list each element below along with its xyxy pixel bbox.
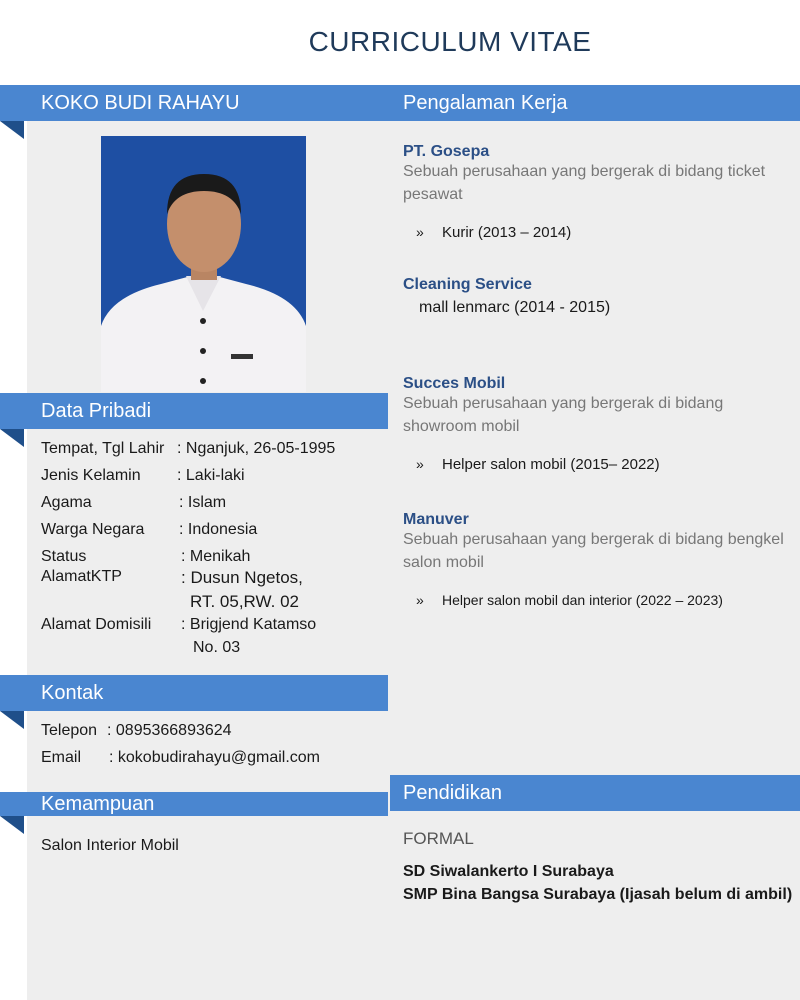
role-text: Helper salon mobil (2015– 2022) [442,456,660,473]
chevron-double-right-icon: » [416,456,424,472]
skills-banner [0,792,388,816]
role-item [416,456,660,473]
value-address-domicile: : Brigjend Katamso [181,616,317,633]
label-email: Email [41,749,82,766]
banner-fold [0,121,24,139]
value-citizenship: : Indonesia [179,521,258,538]
skill-item: Salon Interior Mobil [41,837,179,854]
education-heading: Pendidikan [403,782,502,804]
banner-fold [0,711,24,729]
personal-heading: Data Pribadi [41,400,152,422]
chevron-double-right-icon: » [416,592,424,608]
chevron-double-right-icon: » [416,224,424,240]
contact-heading: Kontak [41,682,104,704]
role-item [416,224,571,241]
company-name: Cleaning Service [403,276,532,293]
value-birth: : Nganjuk, 26-05-1995 [177,440,336,457]
school-item: SMP Bina Bangsa Surabaya (Ijasah belum di ambil) [403,886,793,903]
candidate-name: KOKO BUDI RAHAYU [41,92,240,114]
label-religion: Agama [41,494,92,511]
value-address-ktp-2: RT. 05,RW. 02 [190,592,299,611]
banner-fold [0,816,24,834]
value-email: : kokobudirahayu@gmail.com [109,749,321,766]
company-desc: Sebuah perusahaan yang bergerak di bidang ticket pesawat [403,163,766,203]
label-address-ktp: AlamatKTP [41,568,122,585]
value-phone: : 0895366893624 [107,722,232,739]
role-item [416,592,723,608]
contact-banner [0,675,388,711]
experience-banner [390,85,800,121]
page-title: CURRICULUM VITAE [308,26,592,57]
company-name: Succes Mobil [403,375,506,392]
label-phone: Telepon [41,722,98,739]
label-gender: Jenis Kelamin [41,467,141,484]
role-text: mall lenmarc (2014 - 2015) [419,299,611,316]
role-text: Kurir (2013 – 2014) [442,224,572,241]
portrait-photo [101,136,306,392]
role-text: Helper salon mobil dan interior (2022 – 2023) [442,592,723,608]
value-address-domicile-2: No. 03 [193,639,241,656]
skills-heading: Kemampuan [41,793,155,815]
banner-fold [0,429,24,447]
label-status: Status [41,548,87,565]
education-type: FORMAL [403,829,474,848]
personal-banner [0,393,388,429]
value-gender: : Laki-laki [177,467,245,484]
label-birth: Tempat, Tgl Lahir [41,440,165,457]
label-citizenship: Warga Negara [41,521,145,538]
company-name: Manuver [403,511,469,528]
company-name: PT. Gosepa [403,143,490,160]
school-item: SD Siwalankerto I Surabaya [403,863,614,880]
value-address-ktp: : Dusun Ngetos, [181,568,303,587]
label-address-domicile: Alamat Domisili [41,616,152,633]
company-desc: Sebuah perusahaan yang bergerak di bidang bengkel salon mobil [403,531,784,571]
value-religion: : Islam [179,494,227,511]
value-status: : Menikah [181,548,251,565]
experience-heading: Pengalaman Kerja [403,92,568,114]
name-banner [0,85,390,121]
education-banner [390,775,800,811]
company-desc: Sebuah perusahaan yang bergerak di bidang showroom mobil [403,395,724,435]
